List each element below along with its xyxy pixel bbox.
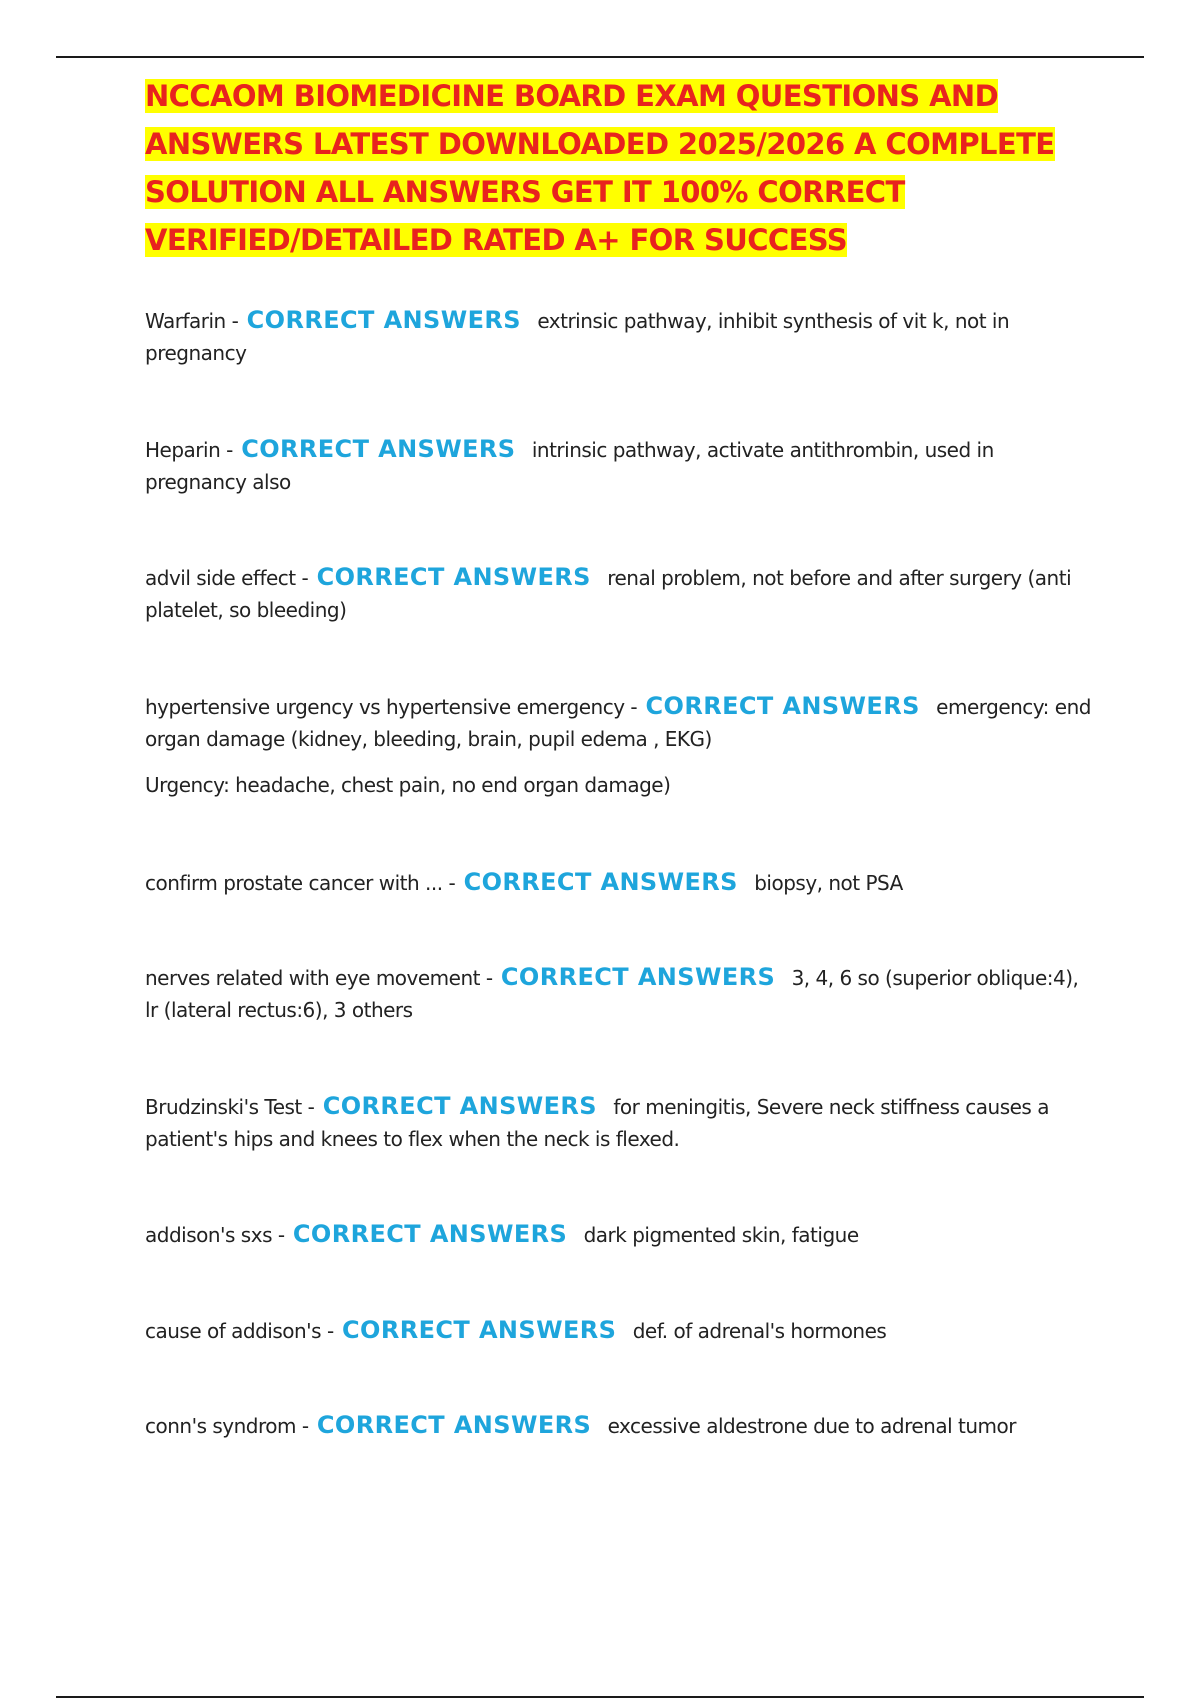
answer-tag: CORRECT ANSWERS [322, 1092, 597, 1120]
answer-text: for meningitis, Severe neck stiffness causes a patient's hips and knees to flex when the neck is flexed. [145, 1095, 1049, 1151]
question-text: hypertensive urgency vs hypertensive emergency - [145, 695, 638, 719]
question-text: Heparin - [145, 438, 233, 462]
answer-tag: CORRECT ANSWERS [241, 435, 516, 463]
header-rule [56, 56, 1144, 58]
qa-item-addison-cause [145, 1314, 1095, 1347]
question-text: advil side effect - [145, 566, 309, 590]
title-line: NCCAOM BIOMEDICINE BOARD EXAM QUESTIONS AND [145, 79, 999, 113]
question-text: addison's sxs - [145, 1223, 285, 1247]
answer-text: def. of adrenal's hormones [632, 1319, 887, 1343]
question-text: Warfarin - [145, 309, 239, 333]
footer-rule [56, 1696, 1144, 1698]
qa-item-warfarin [145, 304, 1095, 369]
title-line: SOLUTION ALL ANSWERS GET IT 100% CORRECT [145, 175, 905, 209]
answer-extra-text: Urgency: headache, chest pain, no end organ damage) [145, 773, 671, 797]
answer-text: dark pigmented skin, fatigue [583, 1223, 859, 1247]
answer-tag: CORRECT ANSWERS [292, 1220, 568, 1248]
answer-tag: CORRECT ANSWERS [645, 692, 920, 720]
question-text: cause of addison's - [145, 1319, 334, 1343]
qa-item-conn [145, 1409, 1095, 1442]
document-title [145, 72, 1105, 264]
qa-item-eye-nerves [145, 961, 1095, 1026]
title-line: ANSWERS LATEST DOWNLOADED 2025/2026 A COMPLETE [145, 127, 1055, 161]
qa-item-brudzinski [145, 1090, 1095, 1155]
qa-item-advil [145, 561, 1095, 626]
answer-tag: CORRECT ANSWERS [316, 563, 591, 591]
answer-tag: CORRECT ANSWERS [316, 1411, 592, 1439]
qa-item-prostate [145, 866, 1095, 899]
answer-text: 3, 4, 6 so (superior oblique:4), lr (lateral rectus:6), 3 others [145, 966, 1079, 1022]
answer-tag: CORRECT ANSWERS [342, 1316, 617, 1344]
answer-tag: CORRECT ANSWERS [500, 963, 776, 991]
qa-item-hypertensive [145, 690, 1095, 801]
answer-tag: CORRECT ANSWERS [246, 306, 521, 334]
answer-text: excessive aldestrone due to adrenal tumor [607, 1414, 1016, 1438]
answer-tag: CORRECT ANSWERS [463, 868, 738, 896]
question-text: conn's syndrom - [145, 1414, 309, 1438]
answer-text: extrinsic pathway, inhibit synthesis of vit k, not in pregnancy [145, 309, 1010, 365]
qa-item-addison-sxs [145, 1218, 1095, 1251]
question-text: confirm prostate cancer with ... - [145, 871, 456, 895]
answer-text: renal problem, not before and after surgery (anti platelet, so bleeding) [145, 566, 1072, 622]
answer-text: biopsy, not PSA [754, 871, 903, 895]
qa-item-heparin [145, 433, 1095, 498]
answer-text: emergency: end organ damage (kidney, bleeding, brain, pupil edema , EKG) [145, 695, 1091, 751]
title-line: VERIFIED/DETAILED RATED A+ FOR SUCCESS [145, 223, 848, 257]
question-text: Brudzinski's Test - [145, 1095, 315, 1119]
answer-text: intrinsic pathway, activate antithrombin, used in pregnancy also [145, 438, 994, 494]
question-text: nerves related with eye movement - [145, 966, 493, 990]
